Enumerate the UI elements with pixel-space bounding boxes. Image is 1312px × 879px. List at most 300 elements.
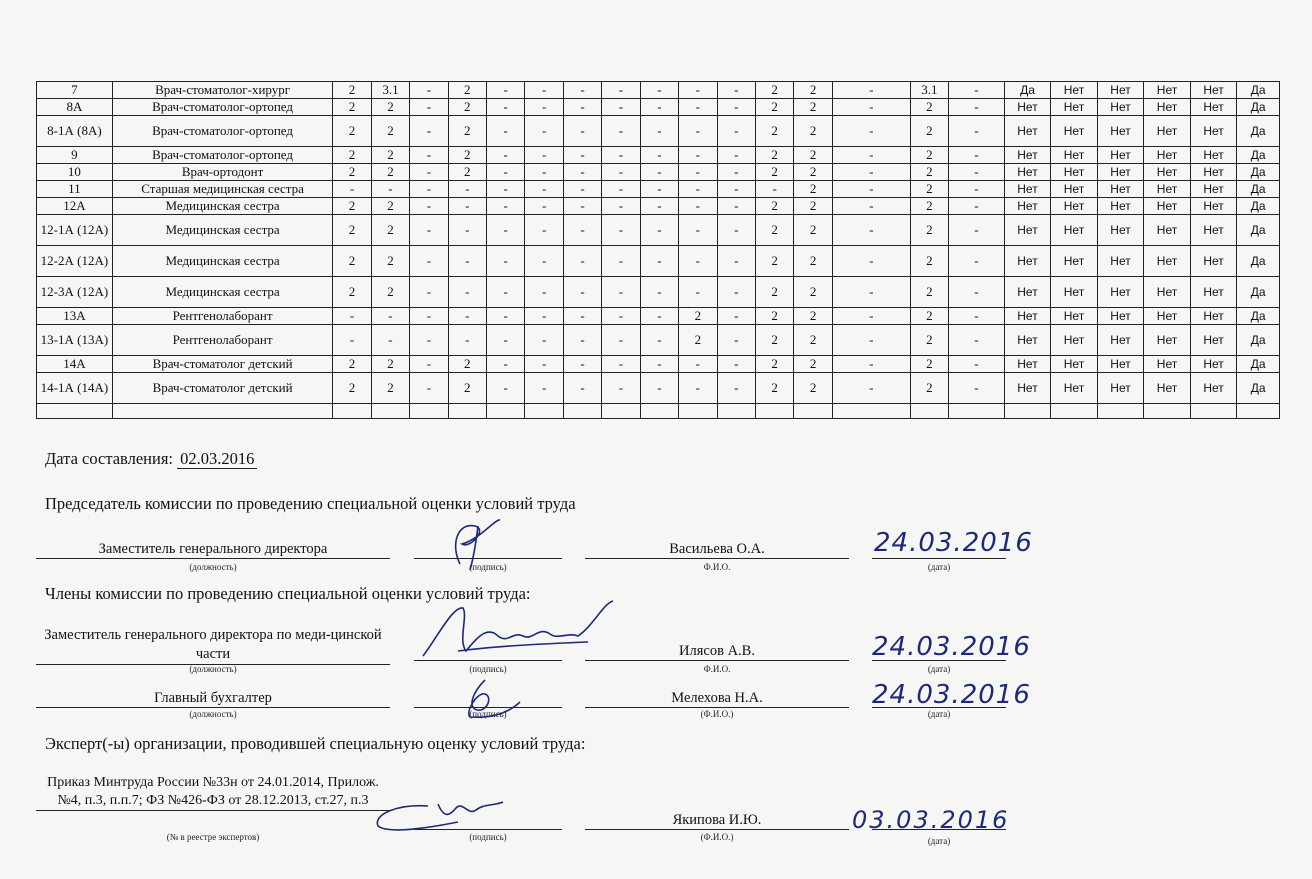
- row-cell: -: [949, 164, 1005, 181]
- row-cell: Нет: [1051, 356, 1098, 373]
- row-cell: Нет: [1004, 373, 1051, 404]
- row-cell: 2: [910, 356, 948, 373]
- row-cell: -: [563, 116, 601, 147]
- row-cell: -: [832, 356, 910, 373]
- row-cell: 2: [371, 277, 409, 308]
- row-cell: Нет: [1190, 373, 1237, 404]
- row-cell: -: [640, 215, 678, 246]
- row-cell: 2: [794, 215, 832, 246]
- expert-name: Якипова И.Ю.: [585, 812, 849, 830]
- row-cell: -: [832, 82, 910, 99]
- row-cell: -: [448, 181, 486, 198]
- row-cell: 2: [755, 164, 793, 181]
- row-cell: -: [602, 116, 640, 147]
- caption-date-3: (дата): [927, 709, 951, 719]
- row-cell: -: [602, 277, 640, 308]
- row-cell: Нет: [1051, 308, 1098, 325]
- row-cell: Да: [1237, 356, 1280, 373]
- row-cell: -: [832, 246, 910, 277]
- row-cell: -: [640, 116, 678, 147]
- row-cell: Нет: [1144, 246, 1191, 277]
- caption-fio-3: (Ф.И.О.): [700, 709, 734, 719]
- row-cell: -: [949, 116, 1005, 147]
- row-cell: -: [525, 99, 563, 116]
- row-cell: 2: [333, 147, 371, 164]
- row-cell: -: [602, 373, 640, 404]
- row-cell: 2: [333, 246, 371, 277]
- row-cell: Да: [1237, 99, 1280, 116]
- empty-cell: [448, 404, 486, 419]
- row-cell: -: [563, 308, 601, 325]
- empty-cell: [794, 404, 832, 419]
- row-cell: 2: [448, 373, 486, 404]
- row-cell: -: [525, 325, 563, 356]
- row-cell: -: [949, 373, 1005, 404]
- row-cell: 2: [333, 373, 371, 404]
- row-cell: -: [679, 198, 717, 215]
- table-row: [37, 246, 1280, 277]
- row-cell: -: [717, 246, 755, 277]
- caption-signature-1: (подпись): [469, 562, 507, 572]
- row-code: 13А: [37, 308, 113, 325]
- row-cell: -: [410, 277, 448, 308]
- table-row: [37, 116, 1280, 147]
- row-cell: Нет: [1004, 325, 1051, 356]
- row-cell: 2: [755, 198, 793, 215]
- row-cell: Да: [1237, 198, 1280, 215]
- row-cell: -: [563, 373, 601, 404]
- row-cell: Нет: [1144, 164, 1191, 181]
- row-cell: 2: [794, 246, 832, 277]
- row-cell: Нет: [1051, 277, 1098, 308]
- members-heading: Члены комиссии по проведению специальной оценки условий труда:: [45, 584, 531, 603]
- row-position-name: Врач-стоматолог детский: [112, 373, 332, 404]
- table-row: [37, 215, 1280, 246]
- row-cell: Да: [1237, 246, 1280, 277]
- row-cell: -: [525, 181, 563, 198]
- row-cell: -: [410, 308, 448, 325]
- member-1-handwritten-signature: [418, 596, 618, 666]
- row-cell: -: [487, 246, 525, 277]
- row-cell: Нет: [1190, 356, 1237, 373]
- row-cell: 2: [333, 356, 371, 373]
- row-cell: 2: [333, 198, 371, 215]
- empty-cell: [525, 404, 563, 419]
- row-cell: -: [525, 308, 563, 325]
- row-cell: -: [563, 325, 601, 356]
- chair-position: Заместитель генерального директора: [36, 541, 390, 559]
- row-cell: -: [717, 325, 755, 356]
- row-cell: -: [448, 325, 486, 356]
- row-cell: -: [410, 356, 448, 373]
- row-cell: 2: [755, 147, 793, 164]
- row-cell: Нет: [1097, 373, 1144, 404]
- row-cell: Нет: [1190, 82, 1237, 99]
- row-cell: Да: [1237, 181, 1280, 198]
- row-code: 13-1А (13А): [37, 325, 113, 356]
- row-cell: -: [525, 246, 563, 277]
- row-cell: -: [679, 99, 717, 116]
- empty-cell: [1004, 404, 1051, 419]
- row-cell: 2: [371, 373, 409, 404]
- row-cell: -: [525, 356, 563, 373]
- row-cell: Нет: [1144, 325, 1191, 356]
- row-cell: -: [563, 198, 601, 215]
- row-cell: -: [640, 277, 678, 308]
- row-cell: -: [949, 308, 1005, 325]
- row-code: 7: [37, 82, 113, 99]
- row-cell: -: [525, 215, 563, 246]
- empty-cell: [949, 404, 1005, 419]
- row-cell: -: [487, 181, 525, 198]
- row-cell: Нет: [1097, 198, 1144, 215]
- row-cell: -: [410, 325, 448, 356]
- expert-registry: Приказ Минтруда России №33н от 24.01.2014, Прилож.№4, п.3, п.п.7; ФЗ №426-ФЗ от 28.12.2013, ст.27, п.3: [36, 774, 390, 811]
- empty-cell: [410, 404, 448, 419]
- row-cell: 2: [910, 147, 948, 164]
- row-position-name: Рентгенолаборант: [112, 308, 332, 325]
- row-cell: -: [679, 373, 717, 404]
- row-code: 14А: [37, 356, 113, 373]
- row-cell: -: [679, 246, 717, 277]
- row-cell: -: [602, 308, 640, 325]
- row-cell: -: [525, 198, 563, 215]
- row-cell: Нет: [1097, 82, 1144, 99]
- row-position-name: Медицинская сестра: [112, 198, 332, 215]
- row-cell: Нет: [1051, 147, 1098, 164]
- row-cell: Нет: [1097, 246, 1144, 277]
- row-cell: -: [333, 325, 371, 356]
- member-1-handwritten-date: 24.03.2016: [872, 632, 1031, 662]
- row-cell: -: [949, 198, 1005, 215]
- row-cell: -: [602, 181, 640, 198]
- row-cell: -: [487, 82, 525, 99]
- row-cell: Нет: [1004, 308, 1051, 325]
- row-cell: -: [448, 198, 486, 215]
- row-cell: Да: [1237, 116, 1280, 147]
- row-cell: 2: [910, 198, 948, 215]
- row-cell: 2: [794, 325, 832, 356]
- row-cell: -: [563, 181, 601, 198]
- row-cell: Нет: [1051, 116, 1098, 147]
- row-cell: -: [717, 116, 755, 147]
- row-cell: -: [602, 325, 640, 356]
- row-cell: -: [525, 164, 563, 181]
- row-cell: Нет: [1051, 373, 1098, 404]
- row-cell: -: [717, 308, 755, 325]
- row-cell: -: [371, 308, 409, 325]
- row-cell: 2: [448, 82, 486, 99]
- row-cell: -: [832, 181, 910, 198]
- row-cell: Нет: [1051, 181, 1098, 198]
- empty-cell: [563, 404, 601, 419]
- row-cell: 2: [755, 373, 793, 404]
- row-cell: -: [487, 373, 525, 404]
- row-cell: 2: [755, 308, 793, 325]
- row-cell: -: [717, 356, 755, 373]
- row-cell: Нет: [1190, 181, 1237, 198]
- row-cell: 2: [794, 147, 832, 164]
- row-cell: -: [602, 215, 640, 246]
- row-cell: Нет: [1144, 356, 1191, 373]
- row-cell: -: [487, 116, 525, 147]
- row-cell: -: [832, 147, 910, 164]
- row-cell: Нет: [1144, 308, 1191, 325]
- row-cell: -: [525, 147, 563, 164]
- row-cell: 2: [371, 215, 409, 246]
- row-cell: -: [949, 325, 1005, 356]
- row-cell: -: [949, 277, 1005, 308]
- table-row: [37, 325, 1280, 356]
- row-cell: Да: [1237, 164, 1280, 181]
- empty-cell: [1144, 404, 1191, 419]
- row-cell: Нет: [1004, 198, 1051, 215]
- table-row: [37, 147, 1280, 164]
- row-cell: -: [717, 147, 755, 164]
- row-cell: Да: [1237, 215, 1280, 246]
- row-cell: 2: [755, 116, 793, 147]
- row-cell: -: [949, 181, 1005, 198]
- row-cell: 2: [910, 373, 948, 404]
- row-cell: Нет: [1190, 308, 1237, 325]
- date-compiled: [45, 449, 257, 469]
- row-cell: Да: [1237, 308, 1280, 325]
- row-cell: -: [640, 246, 678, 277]
- row-cell: -: [563, 277, 601, 308]
- row-cell: -: [487, 198, 525, 215]
- row-cell: -: [832, 116, 910, 147]
- row-cell: -: [448, 215, 486, 246]
- row-cell: Да: [1237, 147, 1280, 164]
- row-cell: 2: [371, 164, 409, 181]
- row-cell: -: [525, 373, 563, 404]
- row-cell: -: [410, 99, 448, 116]
- row-cell: Нет: [1004, 356, 1051, 373]
- row-cell: Нет: [1190, 164, 1237, 181]
- row-cell: -: [602, 147, 640, 164]
- empty-cell: [717, 404, 755, 419]
- row-cell: -: [410, 82, 448, 99]
- empty-cell: [602, 404, 640, 419]
- chair-heading: Председатель комиссии по проведению специальной оценки условий труда: [45, 494, 576, 513]
- row-cell: Нет: [1051, 325, 1098, 356]
- row-cell: -: [717, 181, 755, 198]
- row-cell: Нет: [1051, 198, 1098, 215]
- row-cell: 2: [333, 116, 371, 147]
- table-row: [37, 164, 1280, 181]
- row-cell: -: [949, 246, 1005, 277]
- row-cell: -: [949, 82, 1005, 99]
- row-cell: -: [832, 277, 910, 308]
- row-cell: -: [679, 277, 717, 308]
- member-2-handwritten-signature: [455, 672, 525, 722]
- row-cell: Нет: [1144, 147, 1191, 164]
- row-cell: 2: [910, 277, 948, 308]
- row-cell: Нет: [1190, 215, 1237, 246]
- row-cell: 2: [755, 246, 793, 277]
- results-table: [36, 81, 1280, 419]
- row-code: 8А: [37, 99, 113, 116]
- table-bottom-strip: [37, 404, 1280, 419]
- row-cell: -: [679, 215, 717, 246]
- row-cell: Нет: [1144, 82, 1191, 99]
- row-cell: -: [487, 99, 525, 116]
- row-cell: -: [640, 99, 678, 116]
- table-row: [37, 82, 1280, 99]
- row-cell: -: [448, 308, 486, 325]
- row-cell: 2: [371, 356, 409, 373]
- empty-cell: [832, 404, 910, 419]
- row-cell: -: [832, 215, 910, 246]
- row-cell: -: [487, 215, 525, 246]
- row-cell: -: [602, 356, 640, 373]
- row-cell: Нет: [1144, 215, 1191, 246]
- row-cell: 2: [448, 99, 486, 116]
- row-cell: -: [717, 198, 755, 215]
- row-cell: Нет: [1097, 99, 1144, 116]
- row-position-name: Рентгенолаборант: [112, 325, 332, 356]
- member-1-name: Илясов А.В.: [585, 643, 849, 661]
- empty-cell: [1237, 404, 1280, 419]
- row-cell: -: [832, 308, 910, 325]
- row-cell: Нет: [1144, 373, 1191, 404]
- row-position-name: Медицинская сестра: [112, 277, 332, 308]
- row-cell: -: [602, 246, 640, 277]
- row-cell: -: [717, 99, 755, 116]
- row-cell: Нет: [1097, 181, 1144, 198]
- row-cell: Нет: [1097, 308, 1144, 325]
- row-cell: Нет: [1051, 246, 1098, 277]
- row-cell: -: [487, 164, 525, 181]
- caption-position-2: (должность): [189, 664, 237, 674]
- row-cell: Нет: [1097, 356, 1144, 373]
- row-position-name: Врач-стоматолог-ортопед: [112, 116, 332, 147]
- row-cell: -: [487, 308, 525, 325]
- row-cell: 2: [755, 277, 793, 308]
- row-cell: -: [832, 373, 910, 404]
- row-cell: -: [410, 164, 448, 181]
- row-cell: 2: [755, 99, 793, 116]
- row-cell: -: [640, 198, 678, 215]
- row-cell: -: [679, 181, 717, 198]
- row-cell: 2: [794, 356, 832, 373]
- row-cell: Нет: [1097, 325, 1144, 356]
- chair-name: Васильева О.А.: [585, 541, 849, 559]
- caption-fio-1: Ф.И.О.: [703, 562, 731, 572]
- row-cell: -: [563, 147, 601, 164]
- row-cell: -: [525, 277, 563, 308]
- row-cell: -: [949, 356, 1005, 373]
- row-cell: Да: [1237, 325, 1280, 356]
- row-cell: 2: [910, 246, 948, 277]
- caption-signature-2: (подпись): [469, 664, 507, 674]
- row-cell: -: [949, 147, 1005, 164]
- row-cell: -: [525, 116, 563, 147]
- row-cell: 2: [333, 99, 371, 116]
- row-cell: -: [679, 356, 717, 373]
- row-position-name: Врач-стоматолог-хирург: [112, 82, 332, 99]
- row-cell: Нет: [1190, 99, 1237, 116]
- row-cell: Да: [1237, 82, 1280, 99]
- row-cell: -: [333, 181, 371, 198]
- row-cell: -: [487, 147, 525, 164]
- row-cell: 2: [794, 373, 832, 404]
- row-code: 12А: [37, 198, 113, 215]
- row-cell: -: [949, 215, 1005, 246]
- row-cell: Нет: [1190, 116, 1237, 147]
- row-cell: 2: [910, 164, 948, 181]
- row-cell: -: [717, 277, 755, 308]
- empty-cell: [640, 404, 678, 419]
- row-cell: 2: [910, 99, 948, 116]
- table-row: [37, 99, 1280, 116]
- caption-date-4: (дата): [927, 836, 951, 846]
- row-cell: -: [487, 356, 525, 373]
- row-cell: Нет: [1144, 277, 1191, 308]
- row-cell: Нет: [1004, 215, 1051, 246]
- row-cell: Нет: [1004, 164, 1051, 181]
- date-compiled-value: 02.03.2016: [177, 449, 257, 469]
- row-cell: -: [410, 246, 448, 277]
- date-compiled-label: Дата составления:: [45, 449, 174, 468]
- empty-cell: [371, 404, 409, 419]
- table-row: [37, 373, 1280, 404]
- row-cell: -: [487, 277, 525, 308]
- empty-cell: [1051, 404, 1098, 419]
- empty-cell: [679, 404, 717, 419]
- row-code: 10: [37, 164, 113, 181]
- chair-handwritten-signature: [440, 514, 510, 574]
- row-cell: -: [525, 82, 563, 99]
- row-cell: 2: [333, 277, 371, 308]
- row-cell: -: [832, 325, 910, 356]
- row-cell: 3.1: [371, 82, 409, 99]
- row-cell: -: [563, 164, 601, 181]
- row-position-name: Врач-ортодонт: [112, 164, 332, 181]
- row-cell: Нет: [1190, 246, 1237, 277]
- empty-cell: [333, 404, 371, 419]
- row-cell: -: [371, 181, 409, 198]
- caption-date-1: (дата): [927, 562, 951, 572]
- row-cell: -: [717, 82, 755, 99]
- row-code: 8-1А (8А): [37, 116, 113, 147]
- row-cell: Нет: [1144, 99, 1191, 116]
- row-cell: -: [563, 215, 601, 246]
- table-row: [37, 356, 1280, 373]
- row-cell: -: [371, 325, 409, 356]
- row-cell: 2: [794, 181, 832, 198]
- row-cell: 2: [448, 356, 486, 373]
- empty-cell: [1097, 404, 1144, 419]
- row-cell: Нет: [1097, 116, 1144, 147]
- caption-position-1: (должность): [189, 562, 237, 572]
- member-1-position: Заместитель генерального директора по меди-цинской части: [36, 626, 390, 665]
- row-cell: 2: [371, 147, 409, 164]
- row-position-name: Медицинская сестра: [112, 246, 332, 277]
- row-cell: Нет: [1004, 99, 1051, 116]
- row-cell: Нет: [1004, 277, 1051, 308]
- row-cell: 2: [755, 356, 793, 373]
- empty-cell: [910, 404, 948, 419]
- row-cell: -: [602, 99, 640, 116]
- caption-position-3: (должность): [189, 709, 237, 719]
- empty-cell: [487, 404, 525, 419]
- row-cell: -: [410, 116, 448, 147]
- row-cell: Нет: [1190, 277, 1237, 308]
- row-cell: -: [410, 373, 448, 404]
- row-cell: -: [640, 308, 678, 325]
- row-code: 12-1А (12А): [37, 215, 113, 246]
